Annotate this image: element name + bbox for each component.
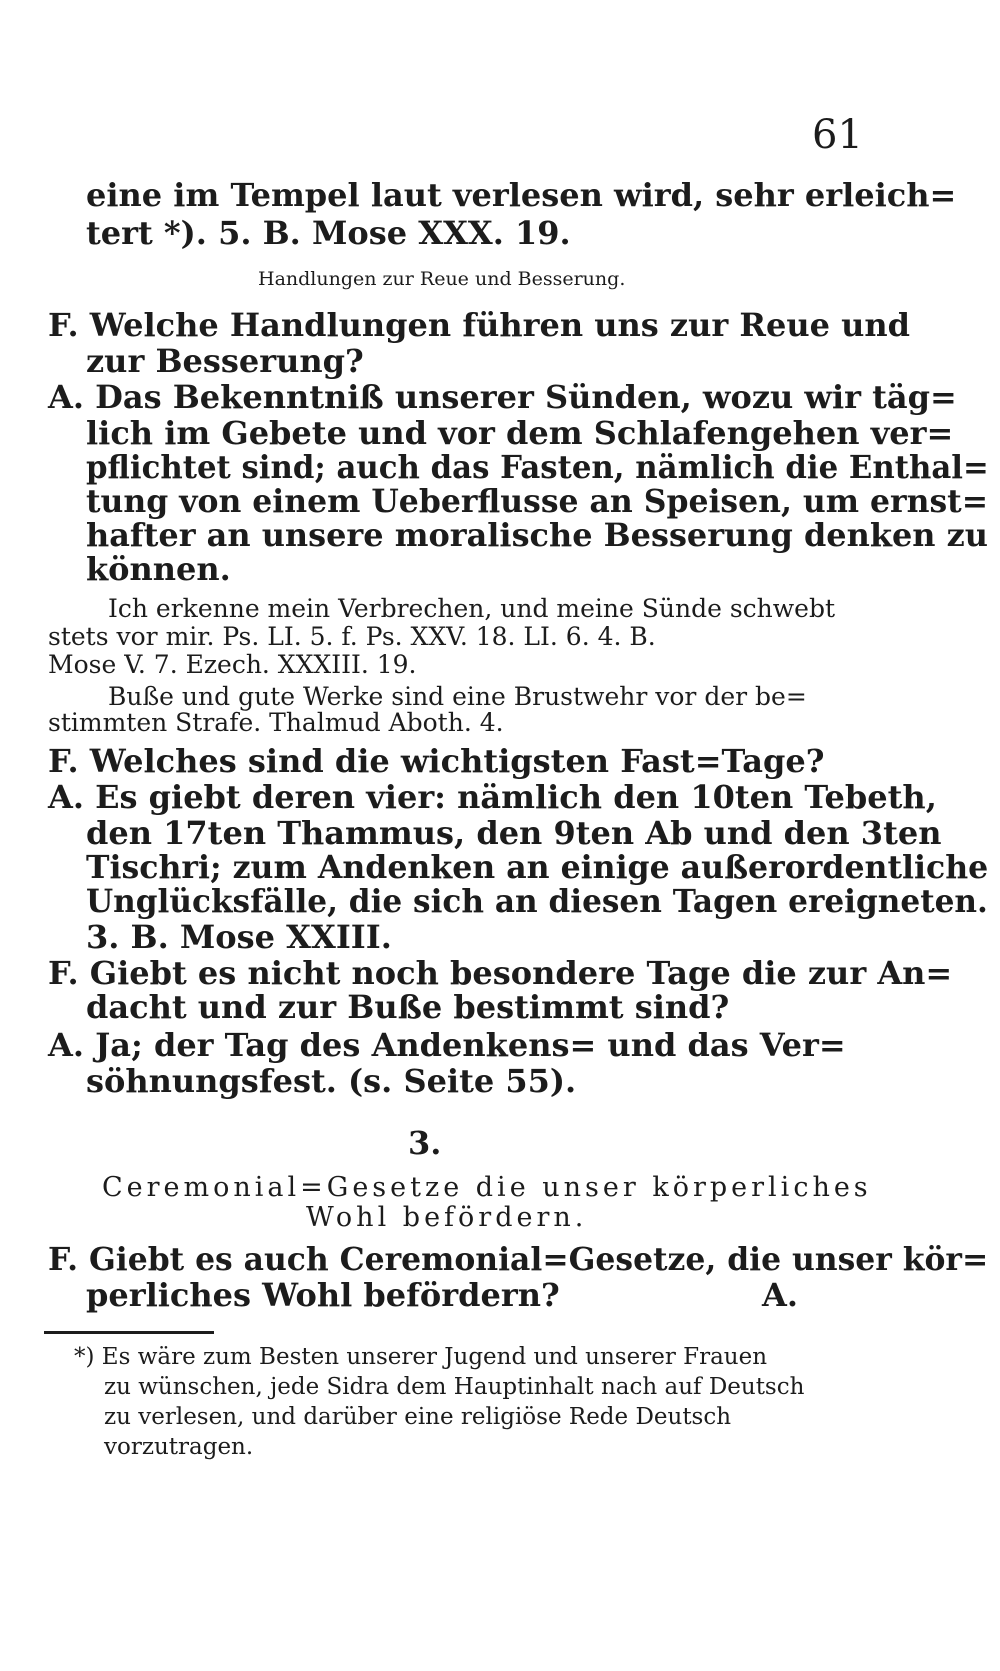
footnote-line: zu verlesen, und darüber eine religiöse Rede Deutsch <box>104 1404 732 1430</box>
question-line: F. Giebt es auch Ceremonial=Gesetze, die unser kör= <box>48 1240 989 1278</box>
quote-line: stets vor mir. Ps. LI. 5. f. Ps. XXV. 18. LI. 6. 4. B. <box>48 622 656 651</box>
quote-line: Mose V. 7. Ezech. XXXIII. 19. <box>48 650 417 679</box>
quote-line: Buße und gute Werke sind eine Brustwehr vor der be= <box>108 682 807 711</box>
text-line: den 17ten Thammus, den 9ten Ab und den 3ten <box>86 814 942 852</box>
text-line: hafter an unsere moralische Besserung denken zu <box>86 516 988 554</box>
question-line: F. Welches sind die wichtigsten Fast=Tage? <box>48 742 825 780</box>
text-line: 3. B. Mose XXIII. <box>86 918 392 956</box>
footnote-line: *) Es wäre zum Besten unserer Jugend und unserer Frauen <box>74 1344 768 1370</box>
answer-line: A. Ja; der Tag des Andenkens= und das Ver= <box>48 1026 846 1064</box>
text-line: pflichtet sind; auch das Fasten, nämlich die Enthal= <box>86 448 989 486</box>
section-title: Ceremonial=Gesetze die unser körperliches <box>102 1172 872 1203</box>
section-number: 3. <box>408 1124 442 1162</box>
answer-line: A. Das Bekenntniß unserer Sünden, wozu wir täg= <box>48 378 957 416</box>
question-line: F. Welche Handlungen führen uns zur Reue und <box>48 306 910 344</box>
text-line: Tischri; zum Andenken an einige außerordentliche <box>86 848 989 886</box>
catchword: A. <box>762 1276 798 1314</box>
section-title: Wohl befördern. <box>306 1202 588 1233</box>
text-line: perliches Wohl befördern? <box>86 1276 560 1314</box>
text-line: lich im Gebete und vor dem Schlafengehen ver= <box>86 414 954 452</box>
footnote-separator <box>44 1331 214 1334</box>
text-line: Unglücksfälle, die sich an diesen Tagen ereigneten. <box>86 882 988 920</box>
text-line: zur Besserung? <box>86 342 364 380</box>
text-line: tung von einem Ueberflusse an Speisen, um ernst= <box>86 482 989 520</box>
answer-line: A. Es giebt deren vier: nämlich den 10ten Tebeth, <box>48 778 937 816</box>
text-line: söhnungsfest. (s. Seite 55). <box>86 1062 577 1100</box>
footnote-line: zu wünschen, jede Sidra dem Hauptinhalt nach auf Deutsch <box>104 1374 805 1400</box>
text-line: tert *). 5. B. Mose XXX. 19. <box>86 214 571 252</box>
section-heading: Handlungen zur Reue und Besserung. <box>258 268 626 290</box>
quote-line: stimmten Strafe. Thalmud Aboth. 4. <box>48 708 504 737</box>
page-number: 61 <box>812 112 863 158</box>
question-line: F. Giebt es nicht noch besondere Tage die zur An= <box>48 954 953 992</box>
text-line: dacht und zur Buße bestimmt sind? <box>86 988 730 1026</box>
quote-line: Ich erkenne mein Verbrechen, und meine Sünde schwebt <box>108 594 835 623</box>
footnote-line: vorzutragen. <box>104 1434 254 1460</box>
text-line: eine im Tempel laut verlesen wird, sehr erleich= <box>86 176 957 214</box>
text-line: können. <box>86 550 231 588</box>
